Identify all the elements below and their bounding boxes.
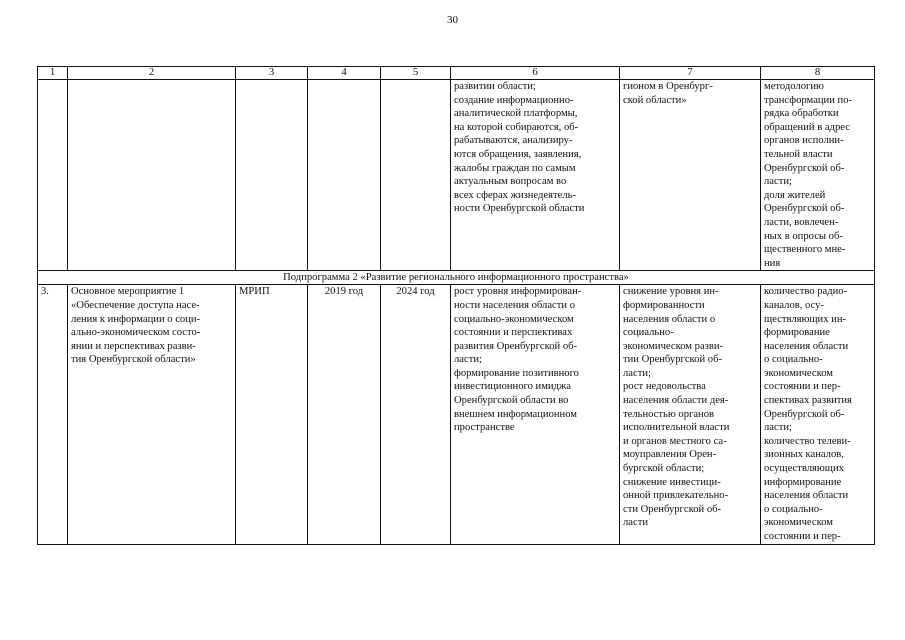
indicators-cell — [761, 285, 875, 544]
text-line: рост уровня информирован- — [454, 286, 582, 298]
empty-cell — [308, 80, 381, 271]
result-cell — [451, 80, 620, 271]
measure-cell — [68, 285, 236, 544]
empty-cell — [68, 80, 236, 271]
text-line: ления к информации о соци- — [71, 313, 201, 325]
text-line: создание информационно- — [454, 94, 574, 106]
text-line: спективах развития — [764, 395, 852, 407]
text-line: населения области дея- — [623, 395, 729, 407]
empty-cell — [236, 80, 308, 271]
text-line: состоянии и перспективах — [454, 327, 573, 339]
executor-cell: МРИП — [236, 285, 308, 544]
text-line: обращений в адрес — [764, 121, 850, 133]
text-line: онной привлекательно- — [623, 490, 729, 502]
empty-cell — [381, 80, 451, 271]
row-number: 3. — [38, 285, 68, 544]
text-line: развитии области; — [454, 81, 536, 92]
column-header: 8 — [761, 67, 875, 80]
text-line: Оренбургской об- — [764, 162, 845, 174]
result-cell — [451, 285, 620, 544]
text-line: экономическом — [764, 517, 833, 529]
text-line: доля жителей — [764, 189, 826, 201]
text-line: тельной власти — [764, 148, 833, 160]
text-line: исполнительной власти — [623, 422, 730, 434]
text-line: тия Оренбургской области» — [71, 354, 196, 366]
text-line: снижение инвестици- — [623, 476, 721, 488]
column-header: 2 — [68, 67, 236, 80]
text-line: Оренбургской об- — [764, 203, 845, 215]
indicators-cell — [761, 80, 875, 271]
text-line: количество радио- — [764, 286, 848, 298]
text-line: рост недовольства — [623, 381, 706, 393]
text-line: инвестиционного имиджа — [454, 381, 571, 393]
table-row — [38, 285, 875, 544]
start-year-cell: 2019 год — [308, 285, 381, 544]
text-line: рядка обработки — [764, 108, 839, 120]
text-line: ются обращения, заявления, — [454, 148, 582, 160]
text-line: состоянии и пер- — [764, 531, 841, 542]
text-line: о социально- — [764, 503, 823, 515]
text-line: методологию — [764, 81, 824, 92]
text-line: населения области — [764, 340, 849, 352]
text-line: щественного мне- — [764, 244, 846, 256]
text-line: информирование — [764, 476, 842, 488]
text-line: актуальным вопросам во — [454, 176, 567, 188]
text-line: ласти, вовлечен- — [764, 216, 839, 228]
consequences-cell — [620, 285, 761, 544]
text-line: состоянии и пер- — [764, 381, 841, 393]
text-line: ности Оренбургской области — [454, 203, 585, 215]
text-line: ности населения области о — [454, 299, 575, 311]
text-line: Оренбургской об- — [764, 408, 845, 420]
subprogram-row — [38, 271, 875, 285]
text-line: формированности — [623, 299, 705, 311]
subprogram-title: Подпрограмма 2 «Развитие регионального информационного пространства» — [38, 271, 875, 285]
text-line: тельностью органов — [623, 408, 715, 420]
text-line: и органов местного са- — [623, 435, 727, 447]
text-line: жалобы граждан по самым — [454, 162, 576, 174]
column-header: 6 — [451, 67, 620, 80]
text-line: всех сферах жизнедеятель- — [454, 189, 576, 201]
text-line: количество телеви- — [764, 435, 851, 447]
text-line: населения области — [764, 490, 849, 502]
consequences-cell — [620, 80, 761, 271]
text-line: внешнем информационном — [454, 408, 577, 420]
column-header-row — [38, 67, 875, 80]
end-year-cell: 2024 год — [381, 285, 451, 544]
text-line: ласти; — [623, 367, 651, 379]
text-line: населения области о — [623, 313, 716, 325]
text-line: экономическом — [764, 367, 833, 379]
text-line: снижение уровня ин- — [623, 286, 719, 298]
text-line: гионом в Оренбург- — [623, 81, 713, 92]
text-line: социально- — [623, 327, 674, 339]
text-line: каналов, осу- — [764, 299, 824, 311]
text-line: формирование позитивного — [454, 367, 579, 379]
text-line: ласти; — [764, 422, 792, 434]
column-header: 1 — [38, 67, 68, 80]
text-line: осуществляющих — [764, 463, 844, 475]
table-row — [38, 80, 875, 271]
text-line: янии и перспективах разви- — [71, 340, 196, 352]
text-line: ласти; — [764, 176, 792, 188]
text-line: трансформации по- — [764, 94, 853, 106]
text-line: ально-экономическом состо- — [71, 327, 201, 339]
text-line: пространстве — [454, 422, 515, 434]
text-line: о социально- — [764, 354, 823, 366]
text-line: рабатываются, анализиру- — [454, 135, 573, 147]
text-line: органов исполни- — [764, 135, 844, 147]
text-line: ской области» — [623, 94, 687, 106]
text-line: «Обеспечение доступа насе- — [71, 299, 200, 311]
column-header: 3 — [236, 67, 308, 80]
program-table — [37, 66, 875, 545]
text-line: на которой собираются, об- — [454, 121, 579, 133]
empty-cell — [38, 80, 68, 271]
text-line: ществляющих ин- — [764, 313, 847, 325]
column-header: 4 — [308, 67, 381, 80]
text-line: развития Оренбургской об- — [454, 340, 578, 352]
text-line: моуправления Орен- — [623, 449, 717, 461]
text-line: Основное мероприятие 1 — [71, 286, 185, 298]
page-number: 30 — [447, 14, 458, 26]
text-line: экономическом разви- — [623, 340, 724, 352]
text-line: социально-экономическом — [454, 313, 574, 325]
text-line: ния — [764, 257, 781, 269]
text-line: бургской области; — [623, 463, 705, 475]
text-line: тии Оренбургской об- — [623, 354, 723, 366]
text-line: ных в опросы об- — [764, 230, 843, 242]
column-header: 7 — [620, 67, 761, 80]
text-line: зионных каналов, — [764, 449, 844, 461]
text-line: Оренбургской области во — [454, 395, 569, 407]
text-line: сти Оренбургской об- — [623, 503, 722, 515]
text-line: аналитической платформы, — [454, 108, 578, 120]
text-line: формирование — [764, 327, 830, 339]
text-line: ласти — [623, 517, 648, 529]
column-header: 5 — [381, 67, 451, 80]
text-line: ласти; — [454, 354, 482, 366]
